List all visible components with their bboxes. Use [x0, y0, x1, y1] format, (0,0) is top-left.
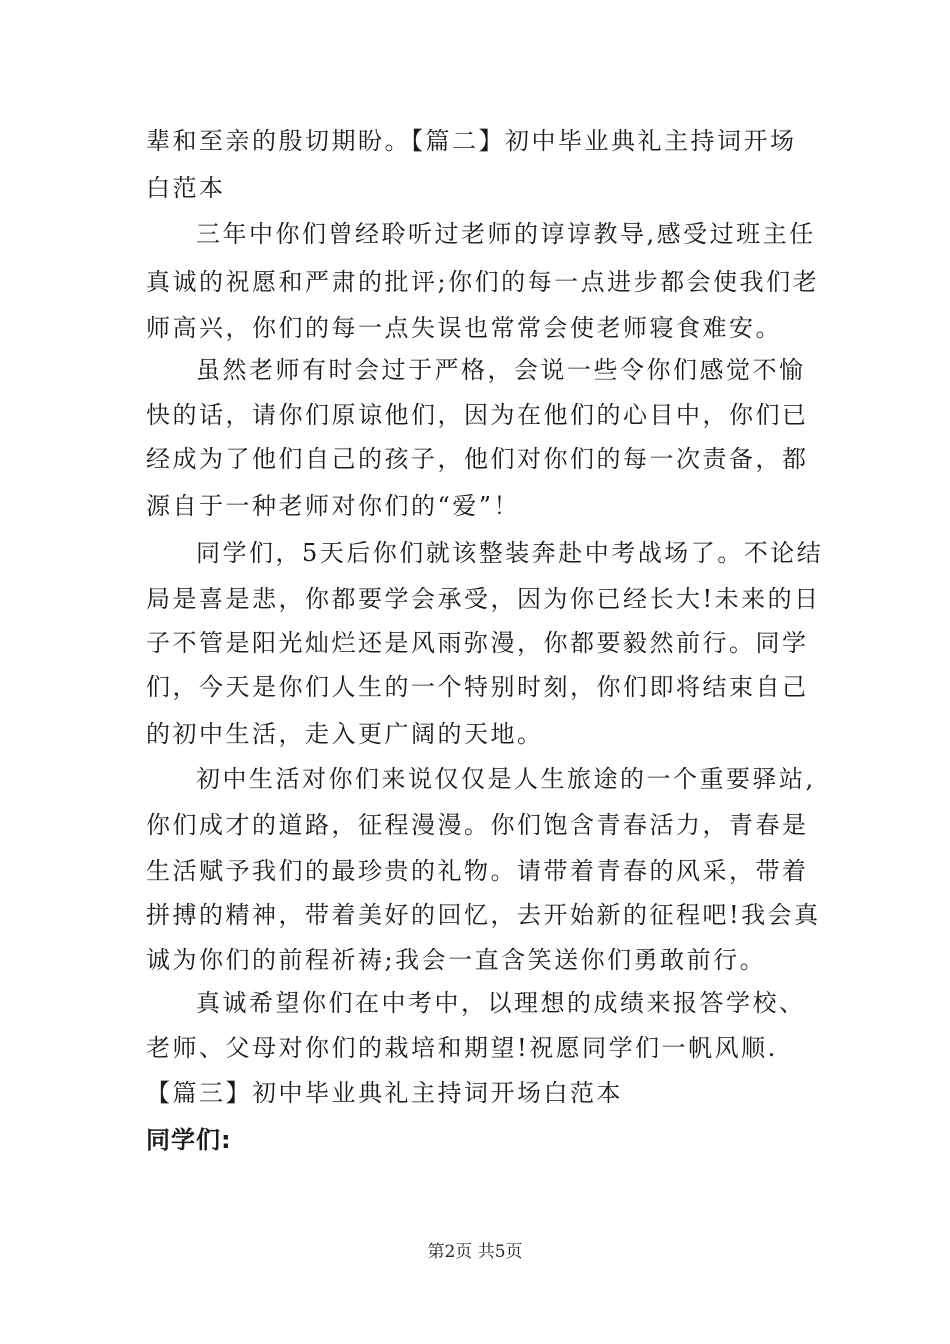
text-line: 初中生活对你们来说仅仅是人生旅途的一个重要驿站, — [196, 765, 816, 793]
page-footer: 第2页 共5页 — [427, 1242, 523, 1262]
text-line: 局是喜是悲，你都要学会承受，因为你已经长大!未来的日 — [146, 585, 821, 613]
text-line: 你们成才的道路，征程漫漫。你们饱含青春活力，青春是 — [146, 811, 809, 839]
text-line: 们，今天是你们人生的一个特别时刻，你们即将结束自己 — [146, 673, 809, 701]
text-line: 诚为你们的前程祈祷;我会一直含笑送你们勇敢前行。 — [146, 946, 767, 974]
text-line: 生活赋予我们的最珍贵的礼物。请带着青春的风采，带着 — [146, 857, 809, 885]
text-line: 老师、父母对你们的栽培和期望!祝愿同学们一帆风顺. — [146, 1034, 778, 1062]
text-line: 白范本 — [146, 174, 226, 202]
text-line: 真诚的祝愿和严肃的批评;你们的每一点进步都会使我们老 — [146, 268, 820, 296]
text-line: 辈和至亲的殷切期盼。【篇二】初中毕业典礼主持词开场 — [146, 127, 797, 155]
salutation: 同学们: — [146, 1126, 232, 1154]
text-line: 快的话，请你们原谅他们，因为在他们的心目中，你们已 — [146, 401, 809, 429]
text-line: 三年中你们曾经聆听过老师的谆谆教导,感受过班主任 — [196, 220, 816, 248]
text-line: 虽然老师有时会过于严格，会说一些令你们感觉不愉 — [196, 356, 806, 384]
text-line: 真诚希望你们在中考中，以理想的成绩来报答学校、 — [196, 989, 806, 1017]
text-line: 师高兴，你们的每一点失误也常常会使老师寝食难安。 — [146, 314, 782, 342]
text-line: 同学们，5天后你们就该整装奔赴中考战场了。不论结 — [196, 539, 824, 567]
text-line: 子不管是阳光灿烂还是风雨弥漫，你都要毅然前行。同学 — [146, 629, 809, 657]
text-line: 的初中生活，走入更广阔的天地。 — [146, 720, 544, 748]
text-line: 经成为了他们自己的孩子，他们对你们的每一次责备，都 — [146, 445, 809, 473]
text-line: 拼搏的精神，带着美好的回忆，去开始新的征程吧!我会真 — [146, 901, 821, 929]
section-heading: 【篇三】初中毕业典礼主持词开场白范本 — [146, 1079, 623, 1107]
text-line: 源自于一种老师对你们的“爱”！ — [146, 492, 521, 520]
